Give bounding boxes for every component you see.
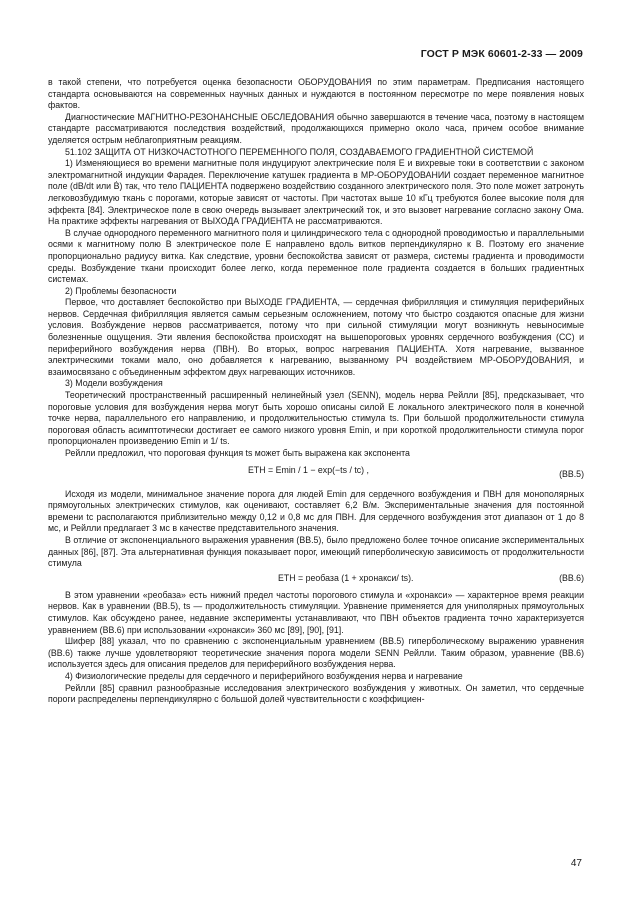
paragraph: 1) Изменяющиеся во времени магнитные поля индуцируют электрические поля E и вихревые токи в соответствии с законом электромагнитной индукции Фарадея. Переключение катушек градиента в МР-ОБОРУДОВАНИИ создает переменное магнитное поле (dB/dt или Ḃ) так, что тело ПАЦИЕНТА подвержено воздействию созданного электрического поля. Это поле может затронуть легковозбудимую ткань с порогами, которые зависят от частоты. При частотах выше 10 кГц требуются более высокие поля для эффекта [84]. Электрическое поле в свою очередь вызывает электрический ток, и это вызовет нагревание согласно закону Ома. На практике эффекты нагревания от ВЫХОДА ГРАДИЕНТА не рассматриваются. [48, 158, 584, 227]
paragraph: В этом уравнении «реобаза» есть нижний предел частоты порогового стимула и «хронакси» — характерное время реакции нервов. Как в уравнении (ВВ.5), ts — продолжительность стимуляции. Уравнение применяется для униполярных прямоугольных стимулов. Как обсуждено ранее, недавние эксперименты устанавливают, что ПВН объектов градиента точно характеризуется уравнением (ВВ.6) при использовании «хронакси» 360 мс [89], [90], [91]. [48, 589, 584, 635]
equation-bb6 [48, 572, 584, 587]
subsection-heading: 4) Физиологические пределы для сердечного и периферийного возбуждения нерва и нагревание [65, 670, 463, 681]
paragraph: Рейлли [85] сравнил разнообразные исследования электрического возбуждения у животных. Он заметил, что сердечные пороги распределены перпендикулярно с большой долей чувствительности с коэффициен- [48, 682, 584, 705]
equation-bb5 [48, 463, 584, 485]
paragraph: Первое, что доставляет беспокойство при ВЫХОДЕ ГРАДИЕНТА, — сердечная фибрилляция и стимуляция периферийных нервов. Сердечная фибрилляция является самым серьезным осложнением, потому что быстро создаются опасные для жизни условия. Возбуждение нервов рассматривается, потому что при сильной стимуляции могут возникнуть невыносимые болезненные ощущения. Эти явления беспокойства происходят на вышепороговых уровнях сердечного возбуждения (СС) и периферийного возбуждения нерва (ПВН). Во вторых, вопрос нагревания ПАЦИЕНТА. Хотя нагревание, вызванное электрическими токами мало, оно добавляется к нагреванию, вызванному РЧ воздействием МР-ОБОРУДОВАНИЯ, и взаимосвязано с объединенным эффектом двух нагревающих источников. [48, 297, 584, 377]
page-header: ГОСТ Р МЭК 60601-2-33 — 2009 [420, 48, 583, 60]
page-number: 47 [570, 858, 582, 869]
paragraph: Рейлли предложил, что пороговая функция ts может быть выражена как экспонента [65, 448, 410, 458]
subsection-heading: 2) Проблемы безопасности [65, 285, 177, 296]
subsection-heading: 3) Модели возбуждения [65, 378, 163, 389]
paragraph: Диагностические МАГНИТНО-РЕЗОНАНСНЫЕ ОБСЛЕДОВАНИЯ обычно завершаются в течение часа, поэтому в настоящем стандарте рассматриваются последствия воздействий, продолжающихся примерно около часа, причем особое внимание уделяется острым неблагоприятным реакциям. [48, 111, 584, 145]
paragraph: В отличие от экспоненциального выражения уравнения (ВВ.5), было предложено более точное описание экспериментальных данных [86], [87]. Эта альтернативная функция показывает порог, имеющий гиперболическую зависимость от продолжительности стимула [48, 534, 584, 569]
paragraph: Исходя из модели, минимальное значение порога для людей Emin для сердечного возбуждения и ПВН для монополярных прямоугольных электрических стимулов, как оценивают, составляет 6,2 В/м. Экспериментальные значения для постоянной времени tc располагаются приблизительно между 0,12 и 0,8 мс для ПВН. Для сердечного возбуждения этот диапазон от 1 до 8 мс, и Рейлли предлагает 3 мс в качестве представительного значения. [48, 488, 584, 534]
section-heading: 51.102 ЗАЩИТА ОТ НИЗКОЧАСТОТНОГО ПЕРЕМЕННОГО ПОЛЯ, СОЗДАВАЕМОГО ГРАДИЕНТНОЙ СИСТЕМОЙ [65, 146, 534, 157]
equation-bb6-formula: ETH = реобаза (1 + хронакси/ ts). [278, 572, 414, 583]
equation-bb5-number: (ВВ.5) [559, 468, 584, 479]
paragraph: Шифер [88] указал, что по сравнению с экспоненциальным уравнением (ВВ.5) гиперболическому выражению уравнения (ВВ.6) также лучше удовлетворяют теоретические значения порога модели SENN Рейлли. Таким образом, уравнение (ВВ.6) используется здесь для описания пределов для периферийного возбуждения нерва. [48, 636, 584, 670]
paragraph: Теоретический пространственный расширенный нелинейный узел (SENN), модель нерва Рейлли [85], предсказывает, что пороговые условия для возбуждения нерва могут быть хорошо описаны силой E локального электрического поля в конечной точке нерва, параллельного его направлению, и продолжительностью стимула ts. При большой продолжительности стимула пороговая область асимптотически достигает ее самого низкого уровня Emin, и при короткой продолжительности стимула порог пропорционален произведению Emin и 1/ ts. [48, 390, 584, 447]
document-body [48, 77, 584, 706]
equation-bb6-number: (ВВ.6) [559, 572, 584, 583]
paragraph: В случае однородного переменного магнитного поля и цилиндрического тела с однородной проводимостью и параллельными осями к магнитному полю B электрическое поле E направлено вдоль витков перпендикулярно к B. Поэтому его значение пропорционально радиусу витка. Как следствие, уровни беспокойства зависят от размера, системы градиента и проводимости среды. Возбуждение ткани происходит более легко, когда переменное поле градиента создается в больших градиентных системах. [48, 227, 584, 285]
paragraph: в такой степени, что потребуется оценка безопасности ОБОРУДОВАНИЯ по этим параметрам. Предписания настоящего стандарта основываются на современных научных данных и нуждаются в постоянном пересмотре по мере появления новых фактов. [48, 77, 584, 111]
equation-bb5-formula: ETH = Emin / 1 − exp(−ts / tc) , [248, 464, 369, 475]
